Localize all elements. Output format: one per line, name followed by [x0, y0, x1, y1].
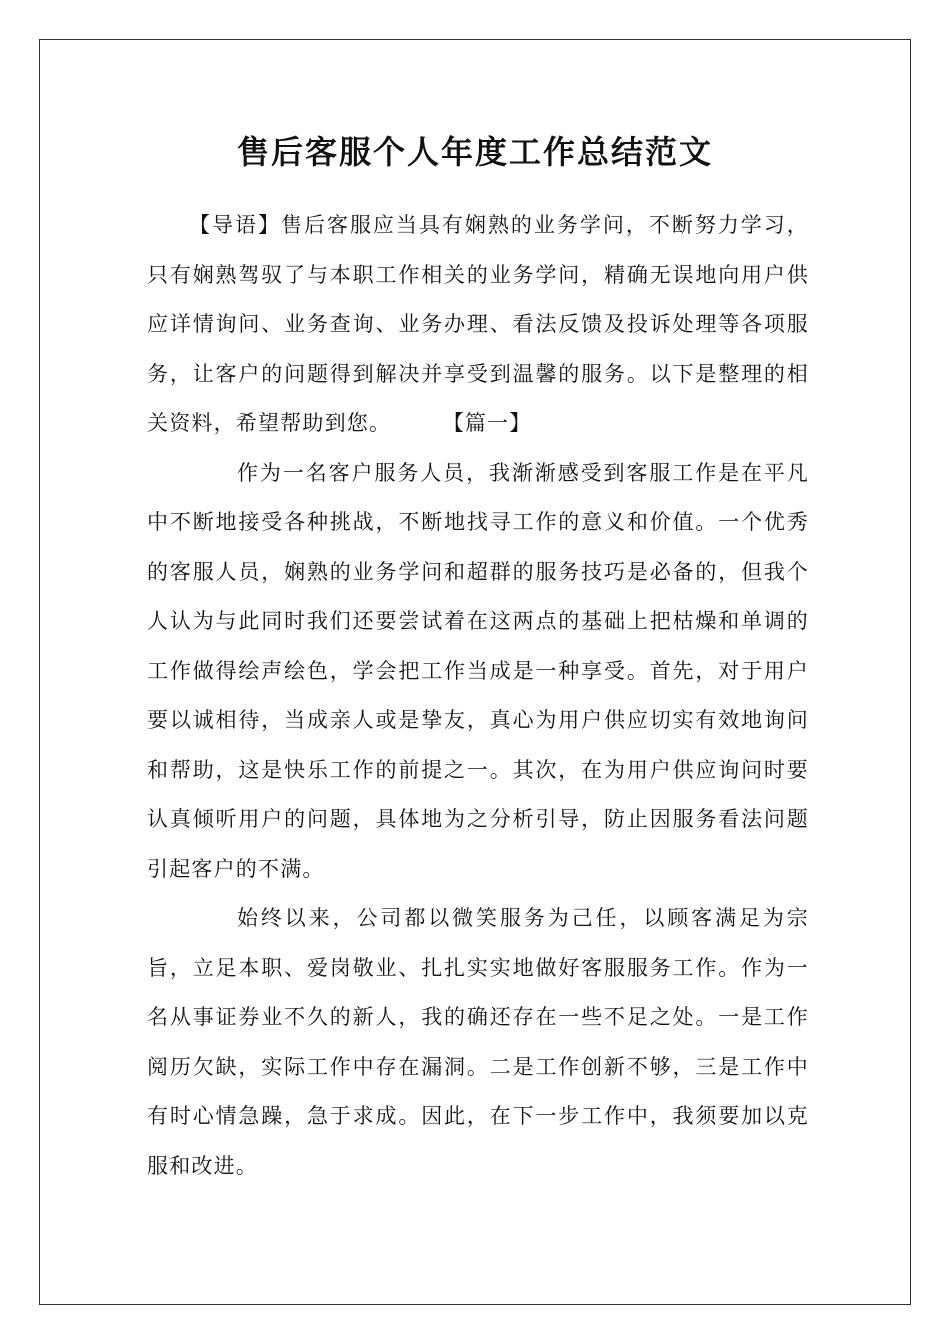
body-paragraph-1: 作为一名客户服务人员，我渐渐感受到客服工作是在平凡中不断地接受各种挑战，不断地找寻工作的意义和价值。一个优秀的客服人员，娴熟的业务学问和超群的服务技巧是必备的，但我个人认为与此同时我们还要尝试着在这两点的基础上把枯燥和单调的工作做得绘声绘色，学会把工作当成是一种享受。首先，对于用户要以诚相待，当成亲人或是挚友，真心为用户供应切实有效地询问和帮助，这是快乐工作的前提之一。其次，在为用户供应询问时要认真倾听用户的问题，具体地为之分析引导，防止因服务看法问题引起客户的不满。 — [147, 460, 809, 881]
body-paragraph-2: 始终以来，公司都以微笑服务为己任，以顾客满足为宗旨，立足本职、爱岗敬业、扎扎实实地做好客服服务工作。作为一名从事证券业不久的新人，我的确还存在一些不足之处。一是工作阅历欠缺，实际工作中存在漏洞。二是工作创新不够，三是工作中有时心情急躁，急于求成。因此，在下一步工作中，我须要加以克服和改进。 — [147, 906, 809, 1178]
intro-text: 【导语】售后客服应当具有娴熟的业务学问，不断努力学习，只有娴熟驾驭了与本职工作相关的业务学问，精确无误地向用户供应详情询问、业务查询、业务办理、看法反馈及投诉处理等各项服务，让客户的问题得到解决并享受到温馨的服务。以下是整理的相关资料，希望帮助到您。 — [147, 213, 809, 435]
intro-paragraph — [147, 201, 809, 449]
document-title: 售后客服个人年度工作总结范文 — [236, 133, 713, 171]
section-label: 【篇一】 — [453, 411, 532, 435]
document-body — [147, 201, 809, 1191]
